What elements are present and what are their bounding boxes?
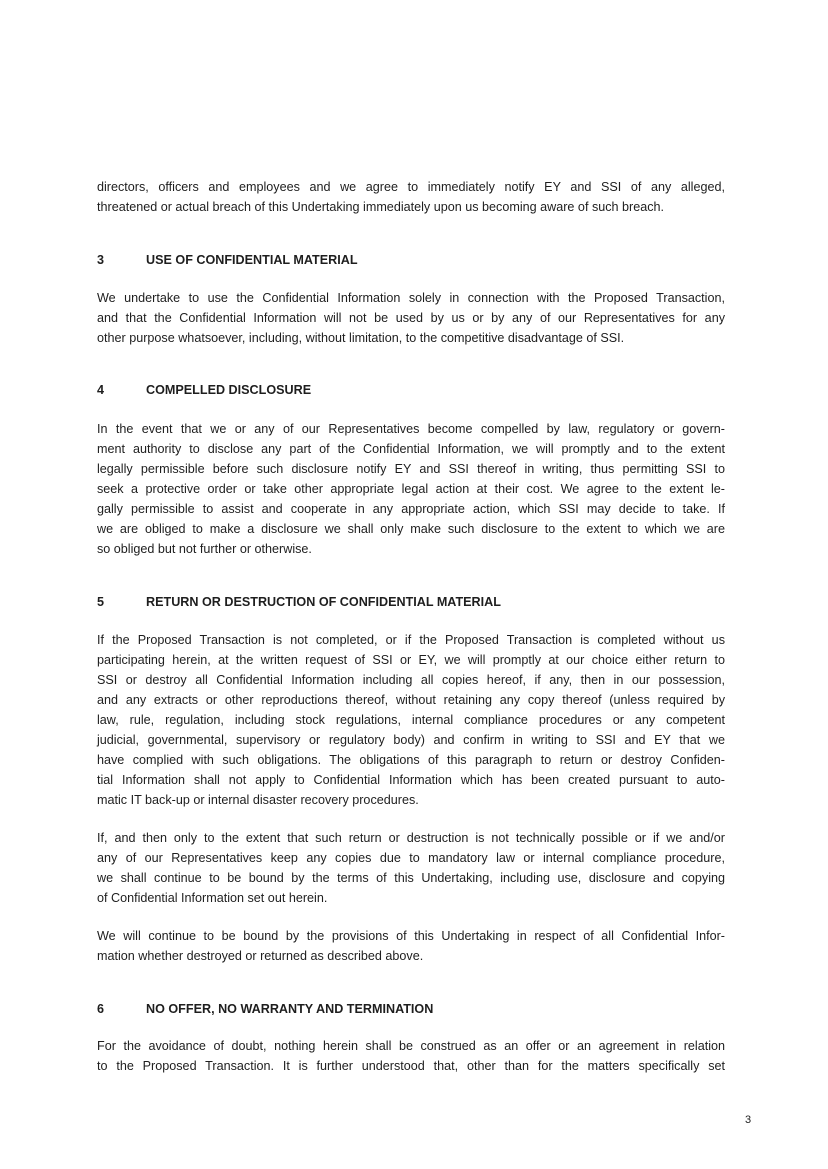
text-line: tial Information shall not apply to Confidential Information which has been created pursuant to auto- [97,773,725,787]
text-line: directors, officers and employees and we agree to immediately notify EY and SSI of any alleged, [97,180,725,194]
section-5-paragraph-1 [97,630,725,810]
text-line: of Confidential Information set out herein. [97,891,328,905]
section-6-paragraph [97,1036,725,1076]
text-line: matic IT back-up or internal disaster recovery procedures. [97,793,419,807]
text-line: law, rule, regulation, including stock regulations, internal compliance procedures or any competent [97,713,725,727]
text-line: legally permissible before such disclosure notify EY and SSI thereof in writing, thus permitting SSI to [97,462,725,476]
text-line: to the Proposed Transaction. It is further understood that, other than for the matters specifically set [97,1059,725,1073]
section-3-paragraph [97,288,725,348]
section-number: 3 [97,253,105,267]
text-line: ment authority to disclose any part of the Confidential Information, we will promptly and to the extent [97,442,725,456]
text-line: We will continue to be bound by the provisions of this Undertaking in respect of all Confidential Infor- [97,929,725,943]
text-line: gally permissible to assist and cooperate in any appropriate action, which SSI may decide to take. If [97,502,725,516]
intro-paragraph [97,177,725,217]
text-line: we are obliged to make a disclosure we shall only make such disclosure to the extent to which we are [97,522,725,536]
text-line: participating herein, at the written request of SSI or EY, we will promptly at our choice either return to [97,653,725,667]
text-line: SSI or destroy all Confidential Information including all copies hereof, if any, then in our possession, [97,673,725,687]
text-line: For the avoidance of doubt, nothing herein shall be construed as an offer or an agreement in relation [97,1039,725,1053]
text-line: If, and then only to the extent that such return or destruction is not technically possible or if we and/or [97,831,725,845]
section-number: 5 [97,595,105,609]
text-line: seek a protective order or take other appropriate legal action at their cost. We agree to the extent le- [97,482,725,496]
text-line: have complied with such obligations. The obligations of this paragraph to return or destroy Confiden- [97,753,725,767]
section-title: COMPELLED DISCLOSURE [146,383,312,397]
section-5-heading [97,592,501,612]
section-title: USE OF CONFIDENTIAL MATERIAL [146,253,358,267]
text-line: so obliged but not further or otherwise. [97,542,312,556]
section-title: NO OFFER, NO WARRANTY AND TERMINATION [146,1002,434,1016]
section-4-paragraph [97,419,725,559]
section-title: RETURN OR DESTRUCTION OF CONFIDENTIAL MATERIAL [146,595,501,609]
text-line: If the Proposed Transaction is not completed, or if the Proposed Transaction is completed without us [97,633,725,647]
text-line: other purpose whatsoever, including, without limitation, to the competitive disadvantage of SSI. [97,331,625,345]
text-line: we shall continue to be bound by the terms of this Undertaking, including use, disclosure and copying [97,871,725,885]
section-5-paragraph-3 [97,926,725,966]
text-line: judicial, governmental, supervisory or regulatory body) and confirm in writing to SSI and EY that we [97,733,725,747]
text-line: and that the Confidential Information will not be used by us or by any of our Representatives for any [97,311,725,325]
page-number: 3 [745,1114,752,1126]
section-number: 6 [97,1002,105,1016]
section-6-heading [97,999,433,1019]
text-line: and any extracts or other reproductions thereof, without retaining any copy thereof (unless required by [97,693,725,707]
text-line: threatened or actual breach of this Undertaking immediately upon us becoming aware of such breach. [97,200,665,214]
text-line: mation whether destroyed or returned as described above. [97,949,424,963]
section-number: 4 [97,383,105,397]
section-3-heading [97,250,358,270]
section-5-paragraph-2 [97,828,725,908]
section-4-heading [97,380,311,400]
text-line: any of our Representatives keep any copies due to mandatory law or internal compliance procedure, [97,851,725,865]
text-line: In the event that we or any of our Representatives become compelled by law, regulatory or govern- [97,422,725,436]
text-line: We undertake to use the Confidential Information solely in connection with the Proposed Transaction, [97,291,725,305]
